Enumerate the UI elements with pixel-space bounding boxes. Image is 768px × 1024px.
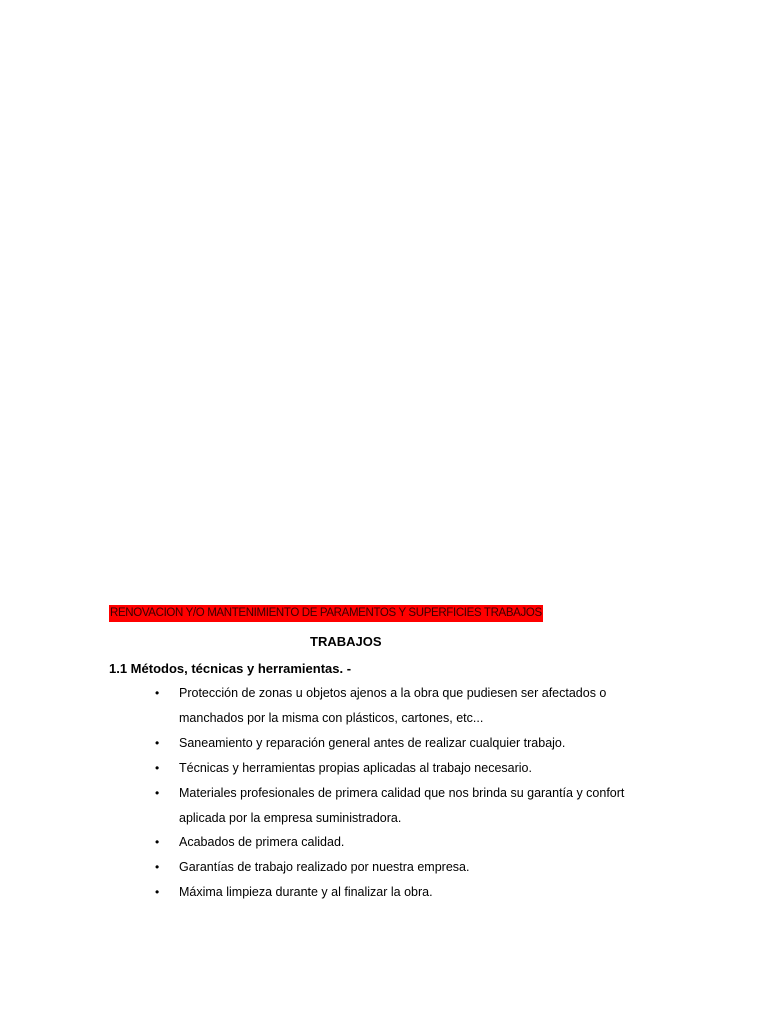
list-item-text: Protección de zonas u objetos ajenos a la obra que pudiesen ser afectados o manchados por la misma con plásticos, cartones, etc... bbox=[179, 686, 607, 725]
bullet-icon: • bbox=[155, 835, 160, 849]
list-item-text: Técnicas y herramientas propias aplicadas al trabajo necesario. bbox=[179, 761, 532, 775]
bullet-icon: • bbox=[155, 860, 160, 874]
bullet-icon: • bbox=[155, 736, 160, 750]
bullet-icon: • bbox=[155, 761, 160, 775]
list-item-text: Materiales profesionales de primera calidad que nos brinda su garantía y confort aplicada por la empresa suministradora. bbox=[179, 786, 625, 825]
bullet-icon: • bbox=[155, 686, 160, 700]
subtitle-text: TRABAJOS bbox=[310, 634, 382, 649]
section-heading: 1.1 Métodos, técnicas y herramientas. - bbox=[109, 661, 352, 676]
list-item-text: Garantías de trabajo realizado por nuestra empresa. bbox=[179, 860, 470, 874]
highlighted-title: RENOVACION Y/O MANTENIMIENTO DE PARAMENTOS Y SUPERFICIES TRABAJOS bbox=[109, 605, 543, 622]
list-item-text: Saneamiento y reparación general antes de realizar cualquier trabajo. bbox=[179, 736, 566, 750]
list-item-text: Acabados de primera calidad. bbox=[179, 835, 345, 849]
list-item-text: Máxima limpieza durante y al finalizar la obra. bbox=[179, 885, 433, 899]
bullet-icon: • bbox=[155, 885, 160, 899]
bullet-icon: • bbox=[155, 786, 160, 800]
